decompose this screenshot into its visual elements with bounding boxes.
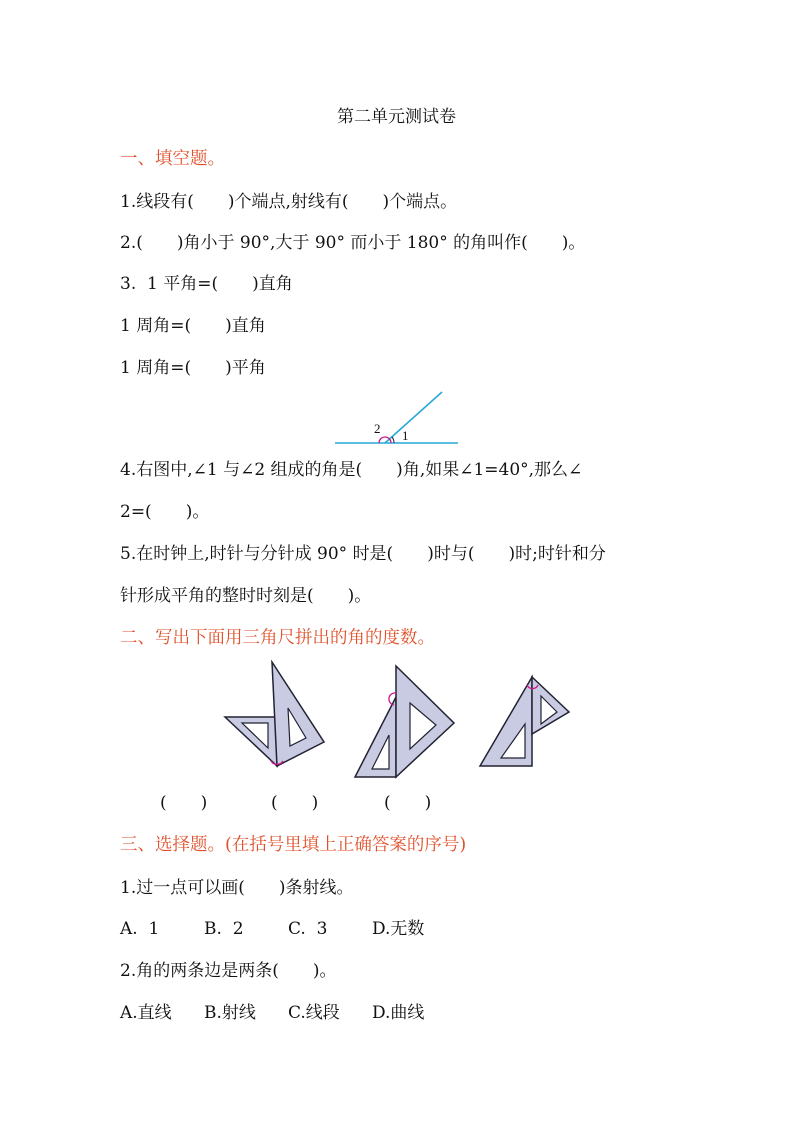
- triangle-figure-3: [475, 672, 575, 772]
- choice-2-option-d: D.曲线: [372, 1003, 425, 1023]
- choice-1-option-d: D.无数: [372, 919, 425, 939]
- choice-1-option-a: A. 1: [120, 919, 160, 939]
- choice-question-1: 1.过一点可以画( )条射线。: [120, 878, 354, 898]
- choice-2-option-c: C.线段: [288, 1003, 340, 1023]
- choice-1-option-b: B. 2: [204, 919, 244, 939]
- angle-label-2: 2: [374, 421, 381, 436]
- page-title: 第二单元测试卷: [337, 107, 456, 127]
- section-heading-triangles: 二、写出下面用三角尺拼出的角的度数。: [120, 628, 435, 648]
- angle-arc-1: [392, 437, 394, 443]
- angle-label-1: 1: [402, 428, 409, 443]
- angle-ray: [385, 392, 442, 443]
- question-1-4a: 4.右图中,∠1 与∠2 组成的角是( )角,如果∠1=40°,那么∠: [120, 460, 583, 480]
- triangle-figure-2: [350, 663, 458, 781]
- choice-2-option-a: A.直线: [120, 1003, 172, 1023]
- question-1-1: 1.线段有( )个端点,射线有( )个端点。: [120, 192, 458, 212]
- question-1-3c: 1 周角=( )平角: [120, 358, 266, 378]
- triangle-answer-3: ( ): [384, 793, 432, 813]
- triangle-figure-1: [220, 660, 330, 772]
- question-1-3a: 3. 1 平角=( )直角: [120, 274, 293, 294]
- angle-figure: [330, 388, 465, 448]
- question-1-5a: 5.在时钟上,时针与分针成 90° 时是( )时与( )时;时针和分: [120, 544, 606, 564]
- question-1-3b: 1 周角=( )直角: [120, 316, 266, 336]
- triangle-1b: [272, 662, 324, 766]
- question-1-5b: 针形成平角的整时时刻是( )。: [120, 586, 372, 606]
- section-heading-fill: 一、填空题。: [120, 149, 225, 169]
- question-1-4b: 2=( )。: [120, 502, 210, 522]
- choice-1-option-c: C. 3: [288, 919, 328, 939]
- section-heading-choice: 三、选择题。(在括号里填上正确答案的序号): [120, 835, 467, 855]
- triangle-answer-1: ( ): [160, 793, 208, 813]
- choice-2-option-b: B.射线: [204, 1003, 256, 1023]
- question-1-2: 2.( )角小于 90°,大于 90° 而小于 180° 的角叫作( )。: [120, 233, 586, 253]
- choice-question-2: 2.角的两条边是两条( )。: [120, 961, 337, 981]
- triangle-answer-2: ( ): [271, 793, 319, 813]
